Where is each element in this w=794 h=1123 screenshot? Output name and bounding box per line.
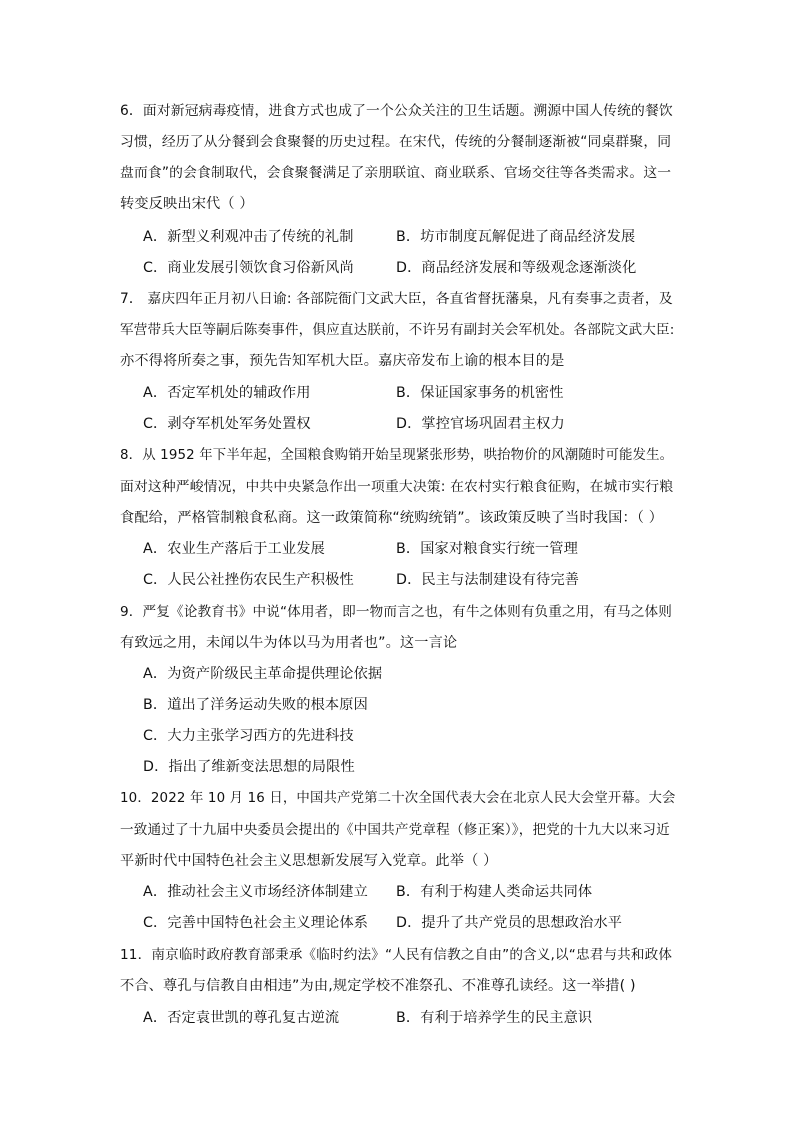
option-c[interactable]: C．完善中国特色社会主义理论体系	[143, 915, 369, 931]
option-b[interactable]: B．保证国家事务的机密性	[396, 385, 564, 401]
question-stem-line: 平新时代中国特色社会主义思想新发展写入党章。此举（ ）	[120, 853, 498, 869]
question-stem-line: 6．面对新冠病毒疫情，进食方式也成了一个公众关注的卫生话题。溯源中国人传统的餐饮	[120, 103, 673, 119]
question-stem-line: 有致远之用，未闻以牛为体以马为用者也”。这一言论	[120, 635, 458, 651]
question-stem-line: 8．从 1952 年下半年起，全国粮食购销开始呈现紧张形势，哄抬物价的风潮随时可能发生。	[120, 448, 674, 463]
option-a[interactable]: A．农业生产落后于工业发展	[143, 541, 325, 557]
option-d[interactable]: D．掌控官场巩固君主权力	[396, 416, 565, 432]
option-c[interactable]: C．剥夺军机处军务处置权	[143, 416, 311, 432]
question-stem-line: 习惯，经历了从分餐到会食聚餐的历史过程。在宋代，传统的分餐制逐渐被“同桌群聚，同	[120, 134, 672, 150]
option-c[interactable]: C．商业发展引领饮食习俗新风尚	[143, 260, 354, 276]
option-b[interactable]: B．国家对粮食实行统一管理	[396, 541, 578, 557]
option-a[interactable]: A．为资产阶级民主革命提供理论依据	[143, 666, 383, 682]
question-stem-line: 9．严复《论教育书》中说“体用者，即一物而言之也，有牛之体则有负重之用，有马之体则	[120, 604, 672, 620]
option-d[interactable]: D．民主与法制建设有待完善	[396, 572, 580, 588]
option-b[interactable]: B．有利于培养学生的民主意识	[396, 1010, 593, 1026]
option-a[interactable]: A．否定袁世凯的尊孔复古逆流	[143, 1010, 340, 1026]
question-stem-line: 转变反映出宋代（ ）	[120, 196, 254, 212]
option-a[interactable]: A．推动社会主义市场经济体制建立	[143, 884, 368, 900]
question-stem-line: 亦不得将所奏之事，预先告知军机大臣。嘉庆帝发布上谕的根本目的是	[120, 353, 565, 369]
option-b[interactable]: B．有利于构建人类命运共同体	[396, 884, 593, 900]
question-stem-line: 10．2022 年 10 月 16 日，中国共产党第二十次全国代表大会在北京人民大会堂开幕。大会	[120, 791, 676, 806]
option-a[interactable]: A．新型义利观冲击了传统的礼制	[143, 229, 354, 245]
question-stem-line: 食配给，严格管制粮食私商。这一政策简称“统购统销”。该政策反映了当时我国：（ ）	[120, 510, 664, 526]
option-a[interactable]: A．否定军机处的辅政作用	[143, 385, 311, 401]
option-d[interactable]: D．提升了共产党员的思想政治水平	[396, 915, 623, 931]
option-b[interactable]: B．坊市制度瓦解促进了商品经济发展	[396, 229, 636, 245]
option-b[interactable]: B．道出了洋务运动失败的根本原因	[143, 697, 368, 713]
question-stem-line: 一致通过了十九届中央委员会提出的《中国共产党章程（修正案）》，把党的十九大以来习近	[120, 822, 670, 838]
question-stem-line: 11．南京临时政府教育部秉承《临时约法》“人民有信教之自由”的含义,以“忠君与共和政体	[120, 947, 673, 963]
question-stem-line: 7． 嘉庆四年正月初八日谕: 各部院衙门文武大臣，各直省督抚藩臬，凡有奏事之责者，及	[120, 291, 673, 307]
option-d[interactable]: D．指出了维新变法思想的局限性	[143, 759, 355, 775]
option-c[interactable]: C．人民公社挫伤农民生产积极性	[143, 572, 354, 588]
question-stem-line: 不合、尊孔与信教自由相违”为由,规定学校不准祭孔、不准尊孔读经。这一举措( )	[120, 978, 636, 994]
option-c[interactable]: C．大力主张学习西方的先进科技	[143, 728, 354, 744]
option-d[interactable]: D．商品经济发展和等级观念逐渐淡化	[396, 260, 637, 276]
question-stem-line: 面对这种严峻情况，中共中央紧急作出一项重大决策: 在农村实行粮食征购，在城市实行粮	[120, 479, 674, 495]
question-stem-line: 盘而食”的会食制取代，会食聚餐满足了亲朋联谊、商业联系、官场交往等各类需求。这一	[120, 165, 672, 181]
question-stem-line: 军营带兵大臣等嗣后陈奏事件，俱应直达朕前，不许另有副封关会军机处。各部院文武大臣:	[120, 322, 675, 338]
